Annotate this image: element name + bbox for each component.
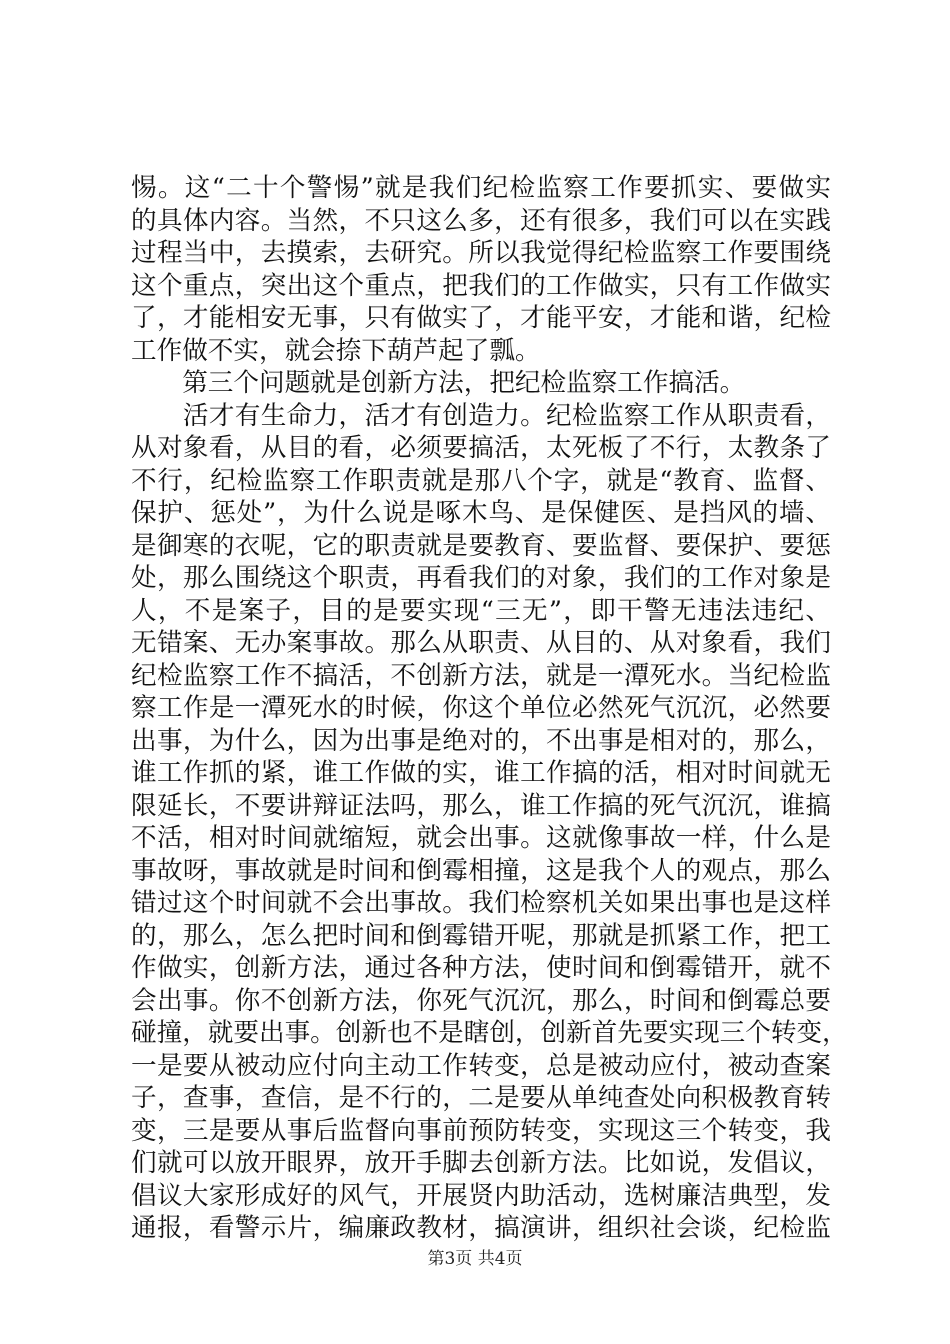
text-line: 谁工作抓的紧，谁工作做的实，谁工作搞的活，相对时间就无 [131,758,831,788]
text-line: 作做实，创新方法，通过各种方法，使时间和倒霉错开，就不 [131,953,831,983]
text-line: 限延长，不要讲辩证法吗，那么，谁工作搞的死气沉沉，谁搞 [131,790,831,821]
page-number-footer: 第3页 共4页 [427,1249,523,1269]
text-line: 惕。这“二十个警惕”就是我们纪检监察工作要抓实、要做实 [131,173,831,203]
text-line: 人，不是案子，目的是要实现“三无”，即干警无违法违纪、 [131,595,831,626]
text-line: 子，查事，查信，是不行的，二是要从单纯查处向积极教育转 [131,1083,831,1113]
text-line: 这个重点，突出这个重点，把我们的工作做实，只有工作做实 [131,270,831,301]
text-line: 不活，相对时间就缩短，就会出事。这就像事故一样，什么是 [131,823,831,853]
text-line: 的，那么，怎么把时间和倒霉错开呢，那就是抓紧工作，把工 [131,920,831,951]
text-line: 错过这个时间就不会出事故。我们检察机关如果出事也是这样 [131,888,831,918]
text-line: 处，那么围绕这个职责，再看我们的对象，我们的工作对象是 [131,563,831,593]
text-line: 纪检监察工作不搞活，不创新方法，就是一潭死水。当纪检监 [131,660,831,691]
text-line: 不行，纪检监察工作职责就是那八个字，就是“教育、监督、 [131,465,831,496]
text-line: 事故呀，事故就是时间和倒霉相撞，这是我个人的观点，那么 [131,855,831,886]
text-line: 第三个问题就是创新方法，把纪检监察工作搞活。 [131,368,746,398]
text-line: 察工作是一潭死水的时候，你这个单位必然死气沉沉，必然要 [131,693,831,723]
text-line: 是御寒的衣呢，它的职责就是要教育、要监督、要保护、要惩 [131,530,831,561]
text-line: 无错案、无办案事故。那么从职责、从目的、从对象看，我们 [131,628,831,658]
text-line: 碰撞，就要出事。创新也不是瞎创，创新首先要实现三个转变， [131,1018,848,1048]
text-line: 从对象看，从目的看，必须要搞活，太死板了不行，太教条了 [131,433,831,463]
text-line: 变，三是要从事后监督向事前预防转变，实现这三个转变，我 [131,1115,831,1146]
text-line: 倡议大家形成好的风气，开展贤内助活动，选树廉洁典型，发 [131,1180,831,1211]
text-line: 活才有生命力，活才有创造力。纪检监察工作从职责看， [131,400,831,431]
text-line: 过程当中，去摸索，去研究。所以我觉得纪检监察工作要围绕 [131,238,831,268]
text-line: 通报，看警示片，编廉政教材，搞演讲，组织社会谈，纪检监 [131,1213,831,1243]
text-line: 了，才能相安无事，只有做实了，才能平安，才能和谐，纪检 [131,303,831,333]
text-line: 保护、惩处”，为什么说是啄木鸟、是保健医、是挡风的墙、 [131,498,831,528]
text-line: 们就可以放开眼界，放开手脚去创新方法。比如说，发倡议， [131,1148,831,1178]
document-body-text [131,172,848,1245]
text-line: 会出事。你不创新方法，你死气沉沉，那么，时间和倒霉总要 [131,985,831,1016]
text-line: 一是要从被动应付向主动工作转变，总是被动应付，被动查案 [131,1050,831,1081]
text-line: 工作做不实，就会捺下葫芦起了瓢。 [131,335,541,366]
text-line: 的具体内容。当然，不只这么多，还有很多，我们可以在实践 [131,205,831,236]
text-line: 出事，为什么，因为出事是绝对的，不出事是相对的，那么， [131,725,831,756]
